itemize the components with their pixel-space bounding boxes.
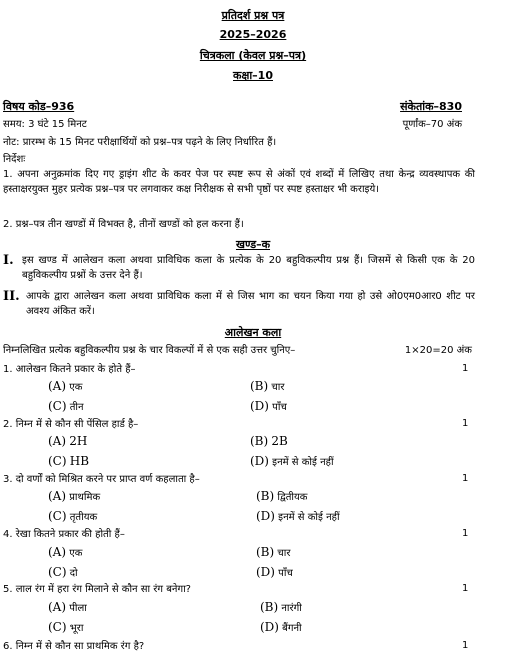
option-text: दो (69, 568, 78, 579)
option-label: (B) (250, 434, 269, 448)
reading-time-note: नोट: प्रारम्भ के 15 मिनट परीक्षार्थियों को प्रश्न–पत्र पढ़ने के लिए निर्धारित हैं। (3, 137, 277, 148)
exam-time: समय: 3 घंटे 15 मिनट (3, 119, 87, 130)
option-text: पीला (69, 603, 87, 614)
option-text: HB (69, 454, 90, 468)
option-label: (C) (48, 565, 67, 579)
option-c (48, 399, 84, 413)
option-label: (C) (48, 509, 67, 523)
paper-title: प्रतिदर्श प्रश्न पत्र (221, 9, 285, 22)
option-a (48, 434, 87, 448)
option-d (260, 620, 302, 634)
option-c (48, 509, 97, 523)
option-text: पाँच (278, 568, 293, 579)
class-label: कक्षा–10 (233, 69, 273, 82)
option-text: एक (69, 548, 83, 559)
option-text: चार (277, 548, 291, 559)
question-4: 4. रेखा कितने प्रकार की होती हैं– (3, 529, 125, 540)
option-a (48, 600, 87, 614)
option-text: 2B (271, 434, 288, 448)
option-text: इनमें से कोई नहीं (272, 457, 334, 468)
option-text: 2H (69, 434, 88, 448)
option-b (250, 379, 284, 393)
instructions-heading: निर्देशः (3, 154, 26, 165)
mcq-instruction: निम्नलिखित प्रत्येक बहुविकल्पीय प्रश्न के चार विकल्पों में से एक सही उत्तर चुनिए– (3, 345, 296, 356)
option-label: (A) (48, 545, 67, 559)
symbol-code: संकेतांक–830 (400, 100, 462, 113)
option-label: (A) (48, 600, 67, 614)
option-a (48, 489, 100, 503)
option-text: बैंगनी (282, 623, 302, 634)
option-label: (D) (256, 565, 275, 579)
option-b (260, 600, 302, 614)
option-text: नारंगी (281, 603, 302, 614)
option-label: (A) (48, 434, 67, 448)
option-label: (C) (48, 620, 67, 634)
instruction-1: 1. अपना अनुक्रमांक दिए गए ड्राइंग शीट के कवर पेज पर स्पष्ट रूप से अंकों एवं शब्दों में लिखिए तथा केन्द्र व्यवस्थापक की हस्ताक्षरयुक्त मुहर प्रत्येक प्रश्न–पत्र पर लगवाकर कक्ष निरीक्षक से सभी पृष्ठों पर स्पष्ट हस्ताक्षर भी कराइये। (3, 169, 475, 195)
option-b (256, 545, 290, 559)
section-title: खण्ड–क (235, 238, 271, 251)
option-label: (B) (250, 379, 269, 393)
session-year: 2025–2026 (219, 28, 287, 41)
option-label: (D) (256, 509, 275, 523)
part-title: आलेखन कला (224, 326, 282, 339)
option-d (250, 454, 334, 468)
option-text: चार (271, 382, 285, 393)
option-a (48, 379, 82, 393)
option-label: (D) (250, 399, 269, 413)
question-mark: 1 (462, 528, 469, 539)
option-label: (B) (256, 545, 275, 559)
option-d (256, 565, 293, 579)
question-6: 6. निम्न में से कौन सा प्राथमिक रंग है? (3, 641, 145, 652)
question-mark: 1 (462, 640, 469, 651)
option-c (48, 565, 78, 579)
option-label: (C) (48, 454, 67, 468)
option-d (256, 509, 340, 523)
option-d (250, 399, 287, 413)
question-mark: 1 (462, 363, 469, 374)
option-label: (A) (48, 489, 67, 503)
point-roman-1: I. (3, 253, 14, 268)
option-text: पाँच (272, 402, 287, 413)
instruction-2: 2. प्रश्न–पत्र तीन खण्डों में विभक्त है, तीनों खण्डों को हल करना हैं। (3, 219, 244, 230)
question-2: 2. निम्न में से कौन सी पेंसिल हार्ड है– (3, 419, 139, 430)
question-3: 3. दो वर्णों को मिश्रित करने पर प्राप्त वर्ण कहलाता है– (3, 474, 200, 485)
full-marks: पूर्णांक–70 अंक (402, 119, 462, 130)
question-mark: 1 (462, 418, 469, 429)
option-text: भूरा (69, 623, 84, 634)
mcq-marks: 1×20=20 अंक (404, 345, 472, 356)
option-text: इनमें से कोई नहीं (278, 512, 340, 523)
question-mark: 1 (462, 583, 469, 594)
option-c (48, 620, 83, 634)
option-text: द्वितीयक (277, 492, 308, 503)
question-1: 1. आलेखन कितने प्रकार के होते हैं– (3, 364, 136, 375)
question-5: 5. लाल रंग में हरा रंग मिलाने से कौन सा रंग बनेगा? (3, 584, 191, 595)
option-label: (C) (48, 399, 67, 413)
point-text-1: इस खण्ड में आलेखन कला अथवा प्राविधिक कला के प्रत्येक के 20 बहुविकल्पीय प्रश्न हैं। जिसमें से किसी एक के 20 बहुविकल्पीय प्रश्नों के उत्तर देने हैं। (22, 255, 475, 281)
option-label: (B) (256, 489, 275, 503)
option-text: एक (69, 382, 83, 393)
option-text: तृतीयक (69, 512, 98, 523)
option-text: प्राथमिक (69, 492, 101, 503)
option-label: (D) (260, 620, 279, 634)
subject-title: चित्रकला (केवल प्रश्न–पत्र) (199, 49, 307, 62)
subject-code: विषय कोड–936 (3, 100, 75, 113)
option-text: तीन (69, 402, 84, 413)
point-roman-2: II. (3, 289, 20, 304)
option-label: (D) (250, 454, 269, 468)
question-mark: 1 (462, 473, 469, 484)
option-a (48, 545, 82, 559)
option-b (256, 489, 308, 503)
point-text-2: आपके द्वारा आलेखन कला अथवा प्राविधिक कला में से जिस भाग का चयन किया गया हो उसे ओ0एम0आर0 शीट पर अवश्य अंकित करें। (26, 291, 475, 317)
option-label: (A) (48, 379, 67, 393)
option-c (48, 454, 89, 468)
option-label: (B) (260, 600, 279, 614)
option-b (250, 434, 288, 448)
